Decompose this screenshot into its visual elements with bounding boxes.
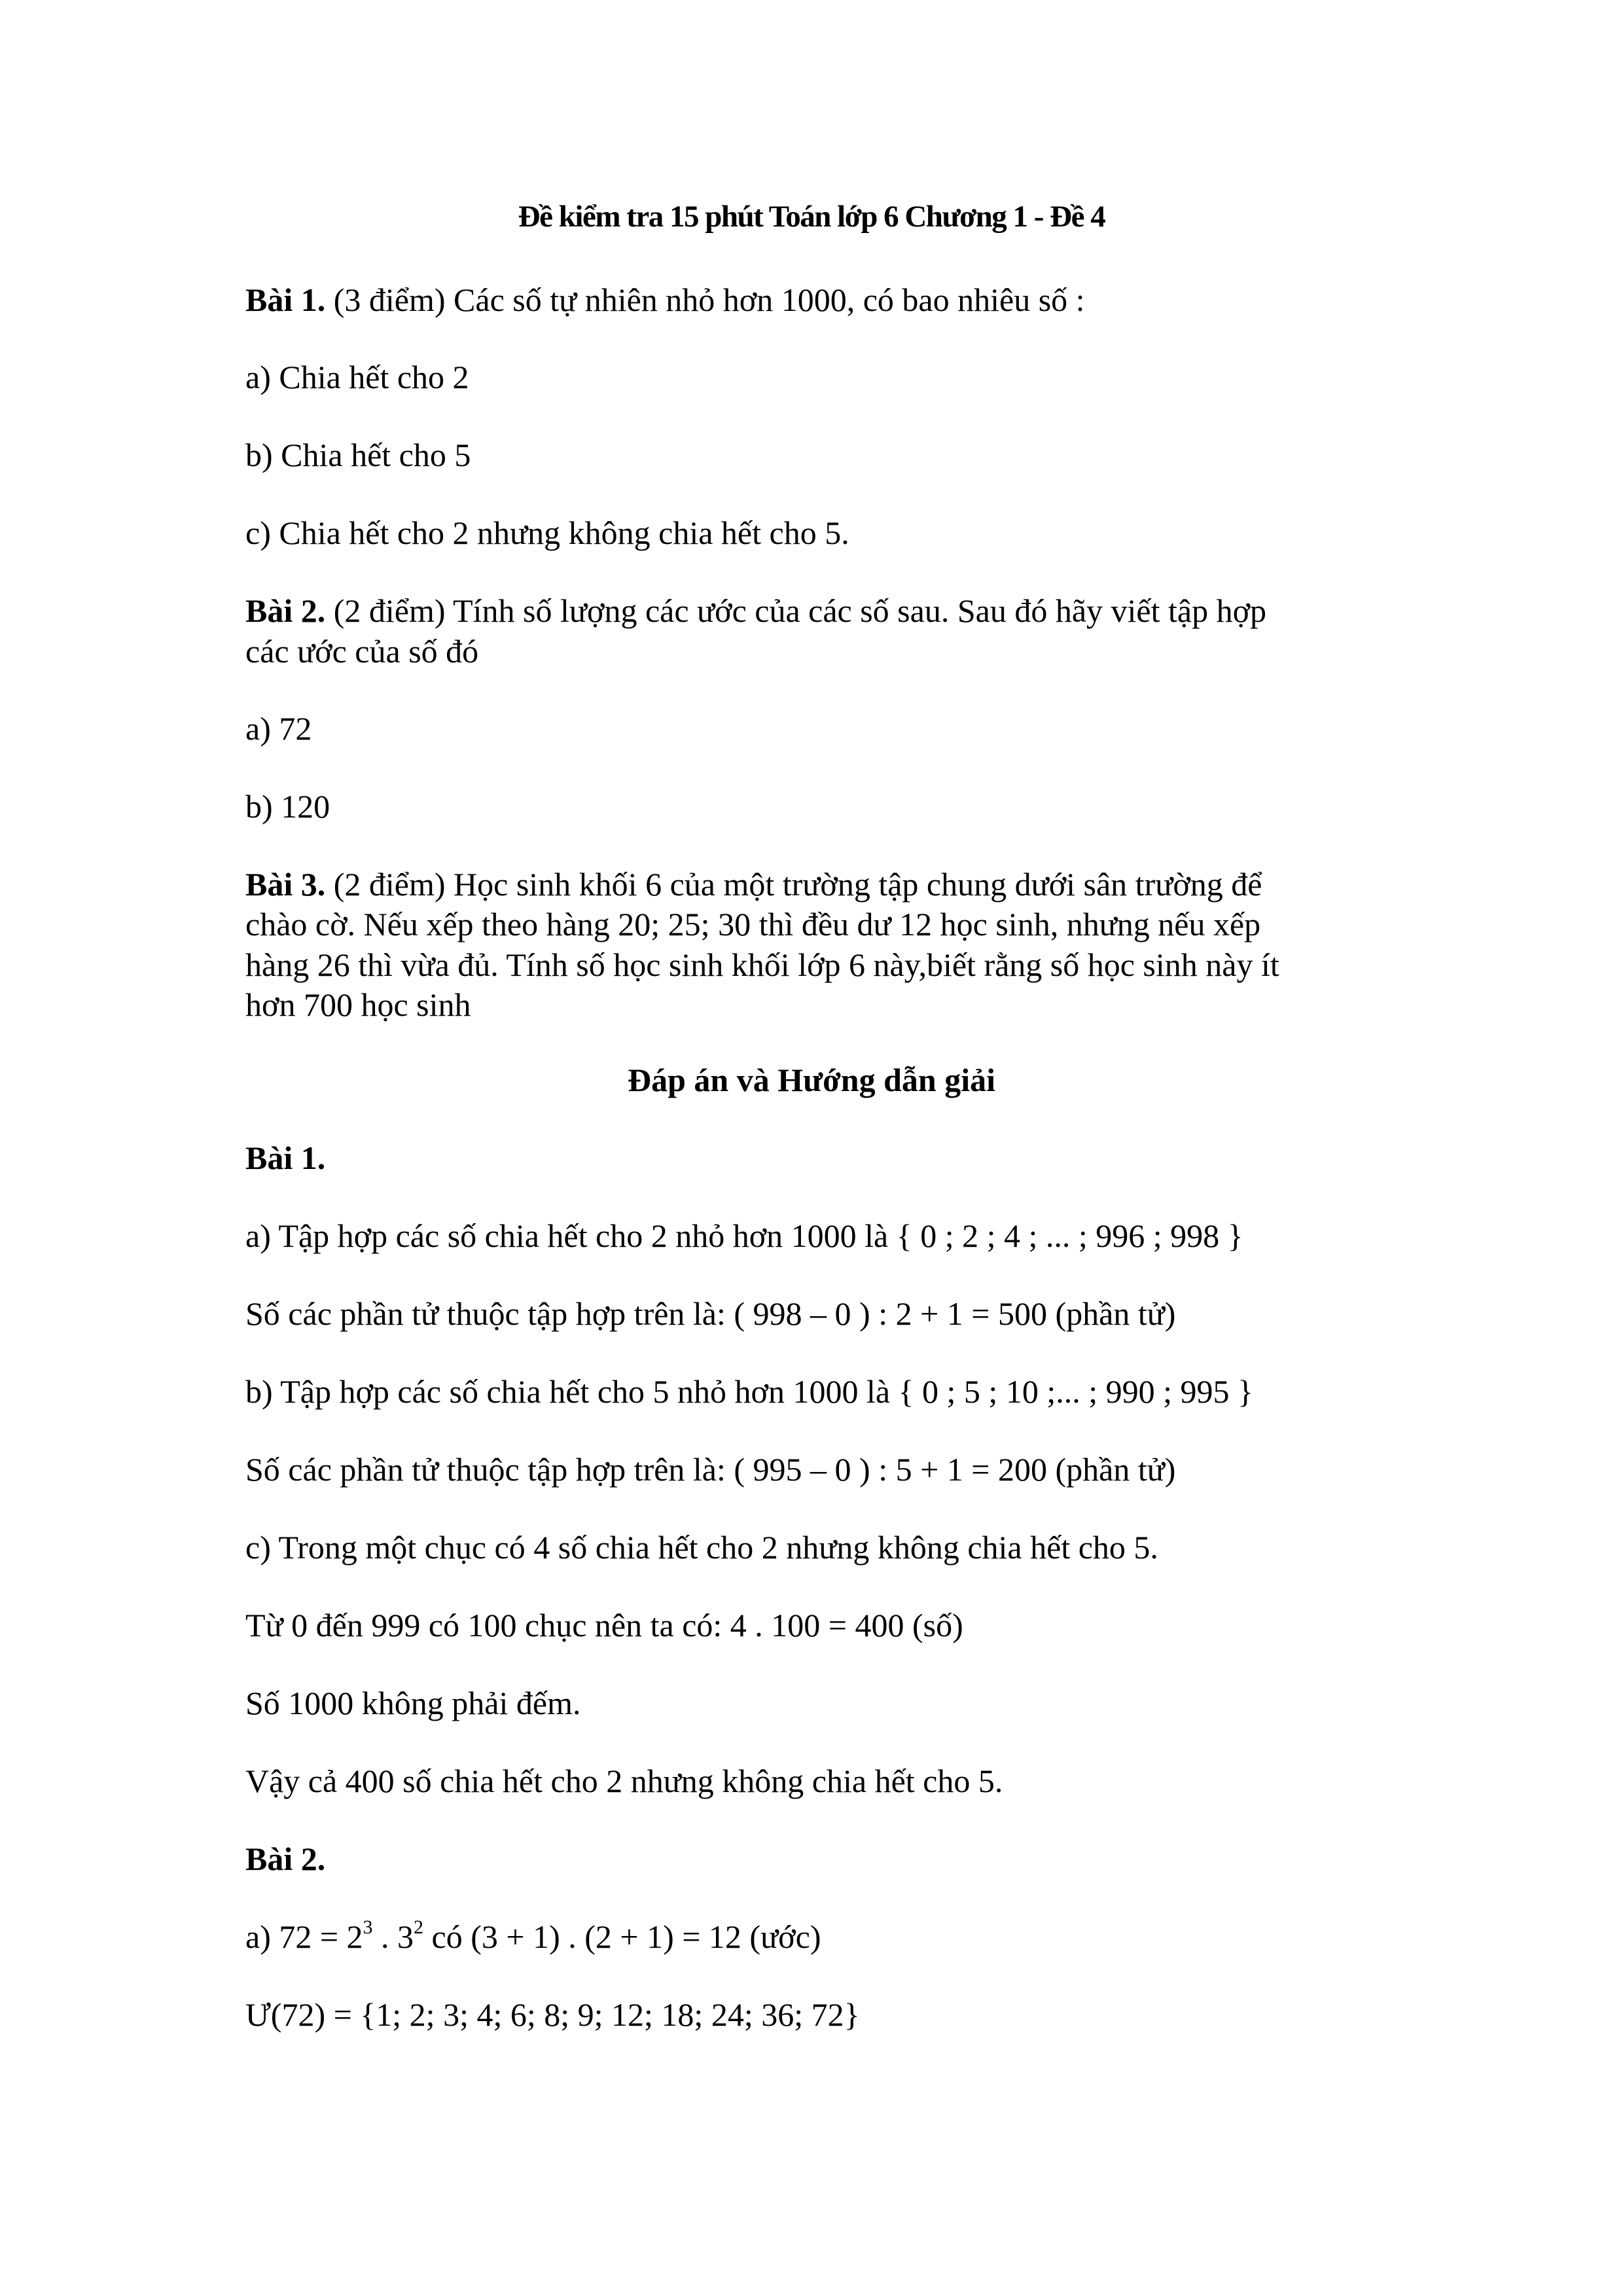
answer-1-line-3: b) Tập hợp các số chia hết cho 5 nhỏ hơn 1000 là { 0 ; 5 ; 10 ;... ; 990 ; 995 } bbox=[245, 1373, 1253, 1410]
question-3-text-line-4: hơn 700 học sinh bbox=[245, 986, 471, 1023]
question-3-label: Bài 3. bbox=[245, 866, 326, 903]
question-2-a: a) 72 bbox=[245, 710, 312, 747]
exponent: 3 bbox=[363, 1916, 373, 1938]
question-2-text-line-1: (2 điểm) Tính số lượng các ước của các số sau. Sau đó hãy viết tập hợp bbox=[325, 592, 1267, 629]
page-title: Đề kiểm tra 15 phút Toán lớp 6 Chương 1 - Đề 4 bbox=[518, 200, 1105, 234]
question-2 bbox=[245, 590, 1266, 631]
question-2-text-line-2: các ước của số đó bbox=[245, 633, 479, 670]
answers-title: Đáp án và Hướng dẫn giải bbox=[627, 1062, 995, 1098]
answer-2-line-2: Ư(72) = {1; 2; 3; 4; 6; 8; 9; 12; 18; 24; 36; 72} bbox=[245, 1996, 860, 2033]
answer-1-line-4: Số các phần tử thuộc tập hợp trên là: ( 995 – 0 ) : 5 + 1 = 200 (phần tử) bbox=[245, 1451, 1176, 1488]
question-3-text-line-3: hàng 26 thì vừa đủ. Tính số học sinh khối lớp 6 này,biết rằng số học sinh này ít bbox=[245, 946, 1279, 983]
question-2-b: b) 120 bbox=[245, 788, 330, 825]
question-3 bbox=[245, 864, 1262, 905]
question-3-text-line-2: chào cờ. Nếu xếp theo hàng 20; 25; 30 thì đều dư 12 học sinh, nhưng nếu xếp bbox=[245, 906, 1261, 942]
answer-2-label: Bài 2. bbox=[245, 1840, 326, 1877]
answer-2-line-1: a) $72 = 2^3$ . $3^2$ có (3 + 1) . (2 + 1) = 12 (ước) bbox=[245, 1916, 821, 1955]
question-3-text-line-1: (2 điểm) Học sinh khối 6 của một trường tập chung dưới sân trường để bbox=[325, 866, 1262, 903]
question-1 bbox=[245, 279, 1085, 320]
answer-1-line-5: c) Trong một chục có 4 số chia hết cho 2 nhưng không chia hết cho 5. bbox=[245, 1529, 1158, 1566]
answer-1-line-1: a) Tập hợp các số chia hết cho 2 nhỏ hơn 1000 là { 0 ; 2 ; 4 ; ... ; 996 ; 998 } bbox=[245, 1217, 1243, 1254]
question-2-label: Bài 2. bbox=[245, 592, 326, 629]
answer-1-label: Bài 1. bbox=[245, 1139, 326, 1176]
question-1-text: (3 điểm) Các số tự nhiên nhỏ hơn 1000, có bao nhiêu số : bbox=[325, 281, 1085, 318]
question-1-label: Bài 1. bbox=[245, 281, 326, 318]
question-1-c: c) Chia hết cho 2 nhưng không chia hết cho 5. bbox=[245, 514, 849, 551]
answer-1-line-8: Vậy cả 400 số chia hết cho 2 nhưng không chia hết cho 5. bbox=[245, 1763, 1003, 1799]
answer-1-line-2: Số các phần tử thuộc tập hợp trên là: ( 998 – 0 ) : 2 + 1 = 500 (phần tử) bbox=[245, 1295, 1176, 1332]
answer-1-line-6: Từ 0 đến 999 có 100 chục nên ta có: 4 . 100 = 400 (số) bbox=[245, 1607, 963, 1643]
question-1-a: a) Chia hết cho 2 bbox=[245, 359, 469, 395]
question-1-b: b) Chia hết cho 5 bbox=[245, 437, 471, 473]
answer-1-line-7: Số 1000 không phải đếm. bbox=[245, 1685, 581, 1721]
exponent: 2 bbox=[414, 1916, 424, 1938]
